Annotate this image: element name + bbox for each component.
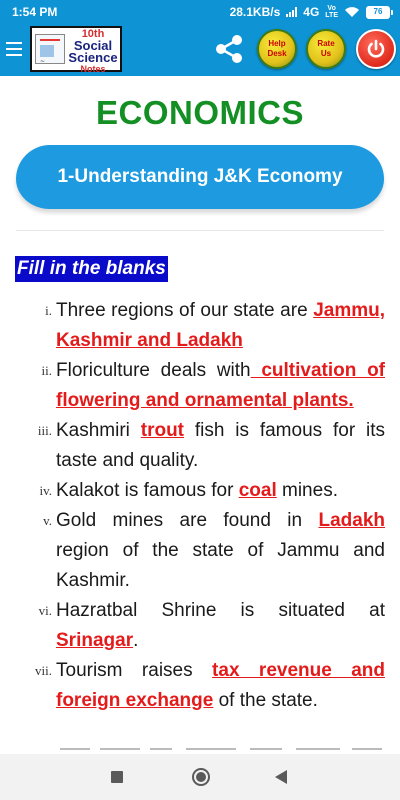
back-icon[interactable] bbox=[275, 770, 287, 784]
status-indicators bbox=[230, 5, 390, 19]
help-desk-button[interactable] bbox=[257, 29, 297, 69]
divider bbox=[16, 230, 384, 231]
menu-icon[interactable] bbox=[6, 40, 22, 58]
question-text: Floriculture deals with bbox=[56, 360, 251, 381]
question-number: iv. bbox=[39, 483, 52, 498]
question-text: Hazratbal Shrine is situated at bbox=[56, 600, 385, 621]
partially-hidden-line bbox=[0, 742, 400, 754]
network-type: 4G bbox=[303, 5, 320, 19]
answer-text: Srinagar bbox=[56, 630, 134, 651]
question-text-after: region of the state of Jammu and Kashmir. bbox=[56, 540, 385, 591]
question-text: Kalakot is famous for bbox=[56, 480, 239, 501]
question-text-after: mines. bbox=[276, 480, 338, 501]
battery-level: 76 bbox=[373, 7, 383, 16]
help-desk-line-2: Desk bbox=[267, 49, 287, 58]
power-button[interactable] bbox=[356, 29, 396, 69]
answer-text: Jammu, Kashmir and Ladakh bbox=[56, 300, 385, 351]
logo-line-3: Science bbox=[68, 50, 118, 65]
question-item bbox=[0, 656, 400, 716]
question-text-after: . bbox=[133, 630, 139, 651]
wifi-icon bbox=[344, 6, 360, 18]
rate-us-button[interactable] bbox=[306, 29, 346, 69]
question-item bbox=[0, 506, 400, 596]
logo-signature: ~ bbox=[40, 58, 46, 65]
question-item bbox=[0, 476, 400, 506]
rate-us-line-2: Us bbox=[320, 49, 332, 58]
network-speed: 28.1KB/s bbox=[229, 5, 281, 19]
answer-text: coal bbox=[238, 480, 277, 501]
question-number: v. bbox=[43, 513, 52, 528]
volte-icon bbox=[325, 5, 338, 19]
question-number: iii. bbox=[37, 423, 52, 438]
logo-line-4: Notes bbox=[80, 64, 106, 74]
question-text: Tourism raises bbox=[56, 660, 213, 681]
status-time: 1:54 PM bbox=[12, 5, 58, 19]
question-text-after: of the state. bbox=[213, 690, 318, 711]
answer-text: Ladakh bbox=[318, 510, 385, 531]
battery-icon bbox=[366, 6, 390, 19]
answer-text: cultivation of flowering and ornamental plants. bbox=[56, 360, 385, 411]
logo-line-1: 10th bbox=[81, 28, 105, 40]
section-heading: Fill in the blanks bbox=[15, 256, 168, 282]
logo-text bbox=[64, 29, 122, 74]
power-icon bbox=[365, 38, 387, 60]
question-list bbox=[0, 296, 400, 716]
chapter-title: 1-Understanding J&K Economy bbox=[57, 166, 343, 187]
question-item bbox=[0, 416, 400, 476]
app-bar bbox=[0, 24, 400, 76]
question-number: i. bbox=[45, 303, 52, 318]
question-number: vii. bbox=[35, 663, 52, 678]
question-item bbox=[0, 596, 400, 656]
system-nav-bar bbox=[0, 754, 400, 800]
signal-icon bbox=[286, 7, 297, 17]
rate-us-line-1: Rate bbox=[317, 39, 335, 48]
chapter-banner bbox=[16, 145, 384, 209]
share-icon[interactable] bbox=[212, 32, 246, 66]
question-text: Kashmiri bbox=[56, 420, 141, 441]
question-number: ii. bbox=[41, 363, 52, 378]
question-item bbox=[0, 356, 400, 416]
status-bar bbox=[0, 0, 400, 24]
volte-top: Vo bbox=[327, 5, 336, 12]
question-item bbox=[0, 296, 400, 356]
answer-text: tax revenue and foreign exchange bbox=[56, 660, 386, 711]
question-text: Gold mines are found in bbox=[56, 510, 319, 531]
answer-text: trout bbox=[140, 420, 185, 441]
question-number: vi. bbox=[38, 603, 52, 618]
recents-icon[interactable] bbox=[111, 771, 123, 783]
app-logo bbox=[30, 26, 122, 72]
question-text-after: fish is famous for its taste and quality. bbox=[56, 420, 385, 471]
volte-bottom: LTE bbox=[325, 12, 338, 19]
home-icon[interactable] bbox=[192, 768, 210, 786]
logo-line-2: Social bbox=[73, 38, 113, 53]
help-desk-line-1: Help bbox=[268, 39, 286, 48]
question-text: Three regions of our state are bbox=[56, 300, 314, 321]
subject-title: ECONOMICS bbox=[95, 94, 304, 131]
